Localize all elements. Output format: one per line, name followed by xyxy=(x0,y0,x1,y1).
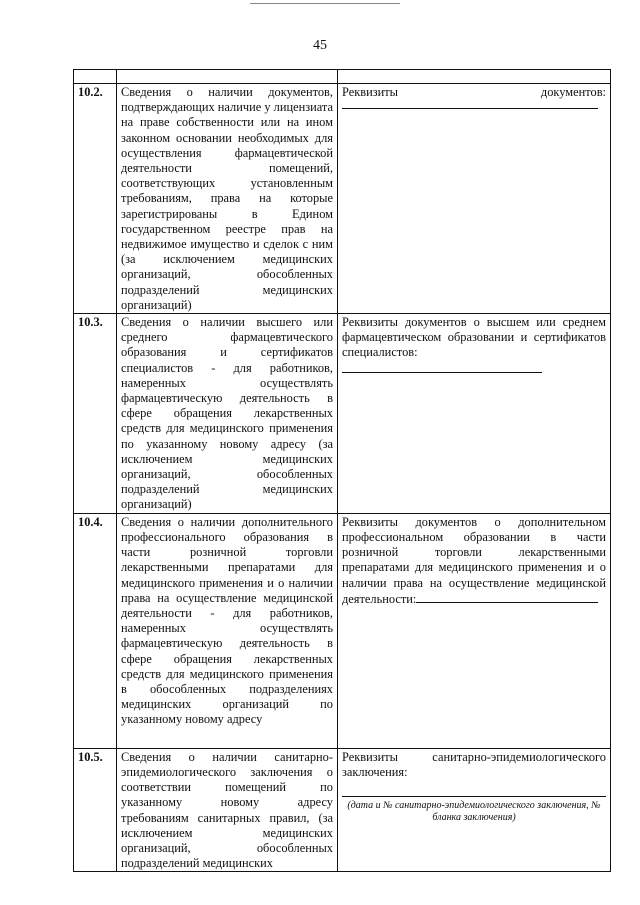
requisites-label: Реквизиты xyxy=(342,85,398,99)
requisites-label: Реквизиты документов о высшем или среднем фармацевтическом образовании и сертификатов специалистов: xyxy=(342,315,606,360)
table-row-10-3 xyxy=(74,314,611,514)
requirements-table xyxy=(73,69,611,872)
requisites-label: Реквизиты документов о дополнительном профессиональном образовании в части розничной торговли лекарственными препаратами для медицинского применения и о наличии права на осуществление медицинской деятельности: xyxy=(342,514,606,606)
empty-cell xyxy=(338,70,611,84)
empty-cell xyxy=(117,70,338,84)
row-requisites xyxy=(338,513,611,748)
fill-in-line[interactable] xyxy=(342,361,542,373)
row-number: 10.2. xyxy=(74,84,117,314)
row-description: Сведения о наличии санитарно-эпидемиологического заключения о соответствии помещений по указанному новому адресу требованиям санитарных правил, (за исключением медицинских организаций, обособленных подразделений медицинских xyxy=(117,748,338,872)
row-requisites xyxy=(338,748,611,872)
row-requisites xyxy=(338,84,611,314)
row-description: Сведения о наличии дополнительного профессионального образования в части розничной торговли лекарственными препаратами для медицинского применения и о наличии права на осуществление медицинской деятельности - для работников, намеренных осуществлять фармацевтическую деятельность в сфере обращения лекарственных средств для медицинского применения в обособленных подразделениях медицинских организаций по указанному новому адресу xyxy=(117,513,338,748)
row-description: Сведения о наличии высшего или среднего фармацевтического образования и сертификатов специалистов - для работников, намеренных осуществлять фармацевтическую деятельность в сфере обращения лекарственных средств для медицинского применения по указанному новому адресу (за исключением медицинских организаций, обособленных подразделений медицинских организаций) xyxy=(117,314,338,514)
table-row-10-4 xyxy=(74,513,611,748)
empty-cell xyxy=(74,70,117,84)
table-row-10-5 xyxy=(74,748,611,872)
row-requisites xyxy=(338,314,611,514)
row-description: Сведения о наличии документов, подтверждающих наличие у лицензиата на праве собственности или на ином законном основании необходимых для осуществления фармацевтической деятельности помещений, соответствующих установленным требованиям, права на которые зарегистрированы в Едином государственном реестре прав на недвижимое имущество и сделок с ним (за исключением медицинских организаций, обособленных подразделений медицинских организаций) xyxy=(117,84,338,314)
table-header-row xyxy=(74,70,611,84)
fill-in-line[interactable] xyxy=(342,102,598,109)
page-number: 45 xyxy=(313,38,327,53)
row-number: 10.3. xyxy=(74,314,117,514)
fill-in-line[interactable] xyxy=(342,780,606,797)
table-row-10-2 xyxy=(74,84,611,314)
requisites-label: Реквизиты санитарно-эпидемиологического заключения: xyxy=(342,749,606,779)
requisites-label-end: документов: xyxy=(540,85,606,99)
top-scan-rule xyxy=(250,3,400,4)
row-number: 10.5. xyxy=(74,748,117,872)
field-caption: (дата и № санитарно-эпидемиологического заключения, № бланка заключения) xyxy=(347,800,601,824)
fill-in-line[interactable] xyxy=(416,591,598,603)
row-number: 10.4. xyxy=(74,513,117,748)
